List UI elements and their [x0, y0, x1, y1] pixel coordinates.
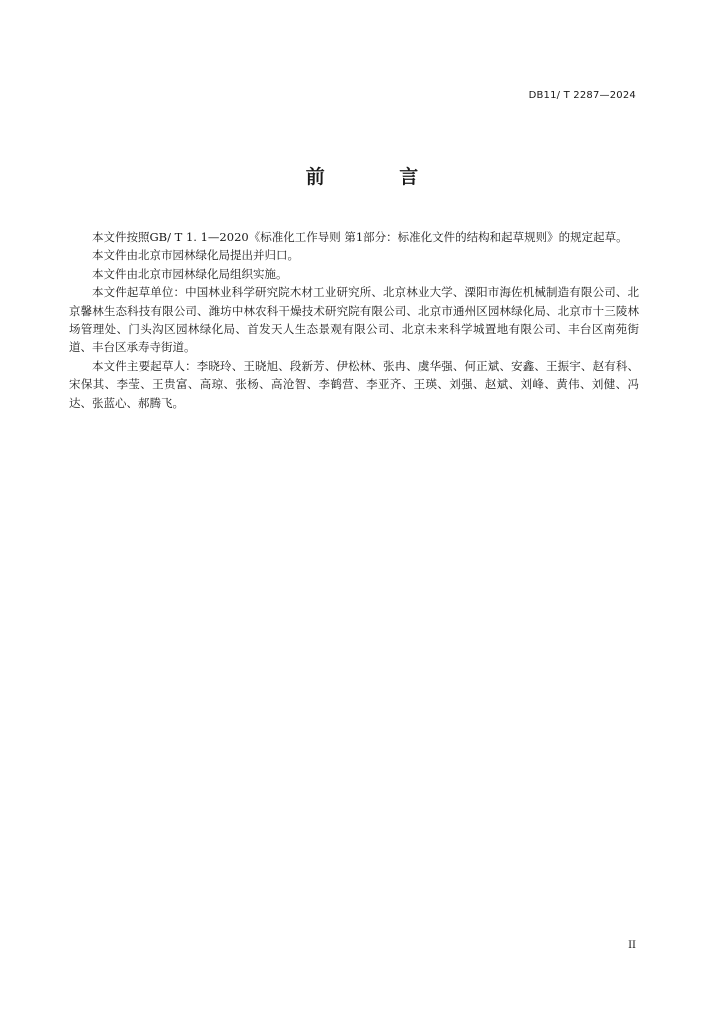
- section-title: 前 言: [305, 166, 453, 188]
- paragraph-drafting-units: 本文件起草单位：中国林业科学研究院木材工业研究所、北京林业大学、溧阳市海佐机械制造有限公司、北京馨林生态科技有限公司、潍坊中林农科干燥技术研究院有限公司、北京市通州区园林绿化局、北京市十三陵林场管理处、门头沟区园林绿化局、首发天人生态景观有限公司、北京未来科学城置地有限公司、丰台区南苑街道、丰台区承寿寺街道。: [69, 285, 639, 355]
- paragraph-implementer: 本文件由北京市园林绿化局组织实施。: [92, 266, 288, 281]
- paragraph-proposer: 本文件由北京市园林绿化局提出并归口。: [92, 248, 299, 263]
- document-code: DB11/ T 2287—2024: [528, 90, 636, 101]
- page-number: II: [628, 940, 636, 951]
- paragraph-drafters: 本文件主要起草人：李晓玲、王晓旭、段新芳、伊松林、张冉、虞华强、何正斌、安鑫、王振宇、赵有科、宋保其、李莹、王贵富、高琼、张杨、高沧智、李鹤营、李亚齐、王瑛、刘强、赵斌、刘峰、黄伟、刘健、冯达、张蓝心、郝腾飞。: [69, 358, 639, 410]
- paragraph-drafting-rules: 本文件按照GB/ T 1. 1—2020《标准化工作导则 第1部分：标准化文件的结构和起草规则》的规定起草。: [92, 230, 628, 244]
- preface-body: [69, 228, 639, 412]
